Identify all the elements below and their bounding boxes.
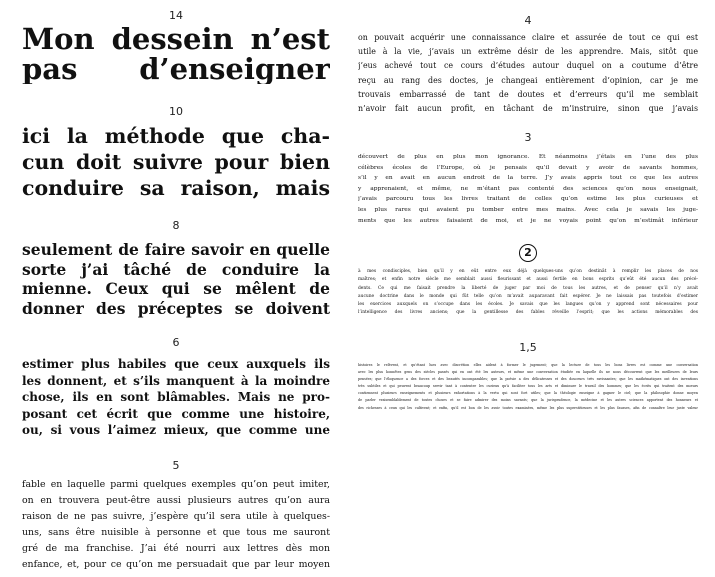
size-label: 2	[519, 244, 537, 262]
text-line: j’eus achevé tout ce cours d’études autour duquel on a coutume d’être	[358, 61, 698, 71]
text-line: avec les plus honnêtes gens des siècles passés qui en ont été les auteurs, et même une conversation étudiée en laquelle ils ne nous découvrent que les meilleures de leurs	[358, 370, 698, 375]
text-line: on pouvait acquérir une connaissance claire et assurée de tout ce qui est	[358, 33, 698, 42]
text-block-size-1-5	[358, 362, 698, 412]
text-line: estimer plus habiles que ceux auxquels ils	[22, 357, 330, 371]
size-label: 4	[524, 14, 532, 27]
text-line: enfance, et, pour ce qu’on me persuadait que par leur moyen	[22, 559, 330, 570]
size-label: 1,5	[519, 341, 537, 354]
text-line: maîtres; et enfin notre siècle me semblait aussi fleurissant et aussi fertile en bons esprits qu’eût été aucun des précé-	[358, 277, 698, 283]
text-line: y apprenaient, et même, ne m’étant pas contenté des sciences qu’on nous enseignait,	[358, 185, 698, 192]
text-line: très subtiles et qui peuvent beaucoup servir tant à contenter les curieux qu’à faciliter tous les arts et diminuer le travail des hommes; que les écrits qui traitent des mœurs	[358, 384, 698, 389]
text-line: trouvais embarrassé de tant de doutes et d’erreurs qu’il me semblait	[358, 89, 698, 99]
text-line: fable en laquelle parmi quelques exemples qu’on peut imiter,	[22, 479, 330, 490]
text-block-size-14	[22, 24, 330, 84]
text-line: Mon dessein n’est	[22, 24, 330, 54]
size-label: 6	[172, 336, 180, 349]
text-block-size-3	[358, 152, 698, 226]
text-line: les donnent, et s’ils manquent à la moindre	[22, 373, 330, 388]
text-line: gré de ma franchise. J’ai été nourri aux lettres dès mon	[22, 543, 330, 554]
text-line: uns, sans être nuisible à personne et que tous me sauront	[22, 527, 330, 538]
text-line: contiennent plusieurs enseignements et plusieurs exhortations à la vertu qui sont fort utiles; que la théologie enseigne à gagner le ciel; que la philosophie donne moyen	[358, 391, 698, 396]
size-label: 14	[169, 9, 183, 22]
text-block-size-5	[22, 477, 330, 573]
text-line: histoires le relèvent, et qu’étant lues avec discrétion elles aident à former le jugement; que la lecture de tous les bons livres est comme une conversation	[358, 363, 698, 367]
text-line: ments que les autres faisaient de moi, et je ne voyais point qu’on m’estimât inférieur	[358, 217, 698, 224]
text-line: à mes condisciples, bien qu’il y en eût entre eux déjà quelques-uns qu’on destinât à remplir les places de nos	[358, 269, 698, 274]
text-block-size-6	[22, 356, 330, 439]
text-block-size-2	[358, 268, 698, 318]
size-label: 5	[172, 459, 180, 472]
text-line: seulement de faire savoir en quelle	[22, 240, 330, 259]
text-line: dents. Ce qui me faisait prendre la liberté de juger par moi de tous les autres, et de penser qu’il n’y avait	[358, 285, 698, 291]
size-label: 8	[172, 219, 180, 232]
text-line: posant cet écrit que comme une histoire,	[22, 406, 330, 421]
text-line: ou, si vous l’aimez mieux, que comme une	[22, 423, 330, 437]
text-line: s’il y en avait en aucun endroit de la terre. J’y avais appris tout ce que les autres	[358, 175, 698, 182]
text-line: pas d’enseigner	[22, 54, 330, 84]
text-line: des richesses à ceux qui les cultivent; et enfin, qu’il est bon de les avoir toutes examinées, même les plus superstitieuses et les plus fausses, afin de connaître leur juste valeur	[358, 405, 698, 410]
text-line: les exercices auxquels on s’occupe dans les écoles. Je savais que les langues qu’on y apprend sont nécessaires pour	[358, 302, 698, 308]
text-line: aucune doctrine dans le monde qui fût telle qu’on m’avait auparavant fait espérer. Je ne laissais pas toutefois d’estimer	[358, 293, 698, 299]
text-line: de parler vraisemblablement de toutes choses et se faire admirer des moins savants; que la jurisprudence, la médecine et les autres sciences apportent des honneurs et	[358, 398, 698, 403]
text-line: ici la méthode que cha-	[22, 124, 330, 148]
text-line: conduire sa raison, mais	[22, 176, 330, 200]
text-line: j’avais parcouru tous les livres traitant de celles qu’on estime les plus curieuses et	[358, 196, 698, 203]
text-line: pensées; que l’éloquence a des forces et des beautés incomparables; que la poésie a des délicatesses et des douceurs très ravissantes; que les mathématiques ont des inventions	[358, 377, 698, 382]
text-line: n’avoir fait aucun profit, en tâchant de m’instruire, sinon que j’avais	[358, 103, 698, 113]
text-line: reçu au rang des doctes, je changeai entièrement d’opinion, car je me	[358, 75, 698, 85]
text-line: utile à la vie, j’avais un extrême désir de les apprendre. Mais, sitôt que	[358, 47, 698, 57]
size-label-circled	[358, 243, 698, 262]
text-line: chose, ils en sont blâmables. Mais ne pro-	[22, 390, 330, 404]
text-line: découvert de plus en plus mon ignorance. Et néanmoins j’étais en l’une des plus	[358, 154, 698, 160]
text-line: célèbres écoles de l’Europe, où je pensais qu’il devait y avoir de savants hommes,	[358, 164, 698, 171]
text-line: les plus rares qui avaient pu tomber entre mes mains. Avec cela je savais les juge-	[358, 206, 698, 213]
text-line: donner des préceptes se doivent	[22, 298, 330, 318]
text-line: cun doit suivre pour bien	[22, 150, 330, 174]
size-label: 3	[524, 131, 532, 144]
text-line: sorte j’ai tâché de conduire la	[22, 259, 330, 279]
text-line: l’intelligence des livres anciens; que la gentillesse des fables réveille l’esprit; que les actions mémorables des	[358, 310, 698, 316]
text-line: raison de ne pas suivre, j’espère qu’il sera utile à quelques-	[22, 511, 330, 522]
text-block-size-4	[358, 31, 698, 116]
text-line: mienne. Ceux qui se mêlent de	[22, 279, 330, 298]
text-block-size-8	[22, 240, 330, 318]
text-line: on en trouvera peut-être aussi plusieurs autres qu’on aura	[22, 495, 330, 506]
text-block-size-10	[22, 123, 330, 201]
size-label: 10	[169, 105, 183, 118]
